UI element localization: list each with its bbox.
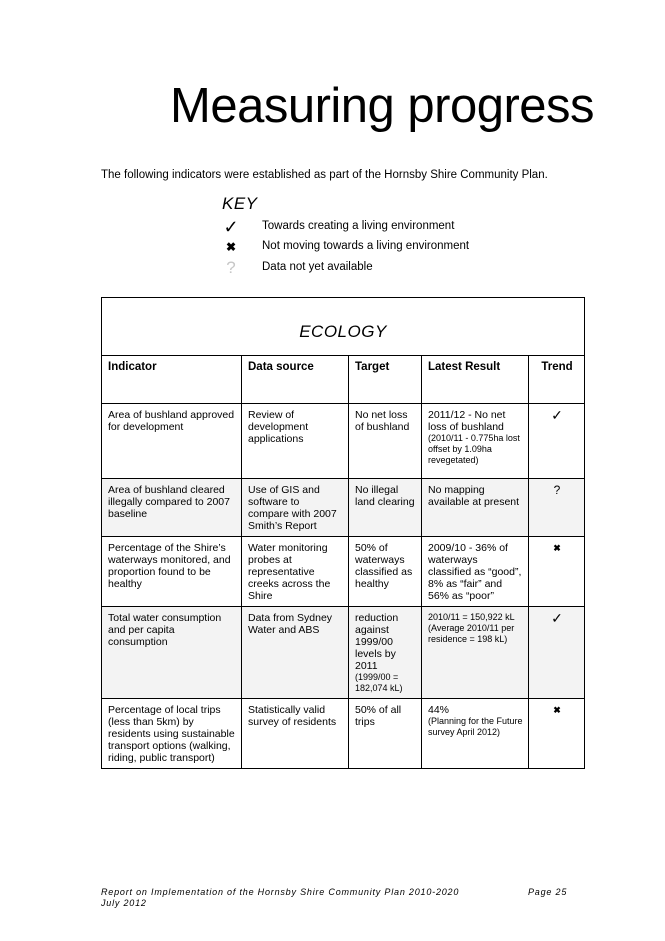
page-title: Measuring progress: [170, 79, 595, 133]
table-header-row: [102, 356, 585, 404]
cross-icon: ✖: [225, 240, 237, 254]
footer-report-title: Report on Implementation of the Hornsby Shire Community Plan 2010-2020: [101, 887, 460, 897]
check-icon: ✓: [223, 217, 239, 237]
cell-source: Statistically valid survey of residents: [242, 699, 349, 769]
cell-indicator: Percentage of the Shire’s waterways monitored, and proportion found to be healthy: [102, 537, 242, 607]
ecology-table: [101, 297, 585, 769]
key-title: KEY: [222, 194, 258, 213]
cell-trend: [529, 404, 585, 479]
cell-result: [422, 607, 529, 699]
cell-target: No illegal land clearing: [349, 479, 422, 537]
result-text: 2011/12 - No net loss of bushland: [428, 409, 506, 433]
result-note: (Planning for the Future survey April 2012): [428, 716, 523, 737]
page-number: Page 25: [528, 887, 568, 897]
cell-source: Data from Sydney Water and ABS: [242, 607, 349, 699]
intro-text: The following indicators were established as part of the Hornsby Shire Community Plan.: [101, 169, 548, 181]
cell-result: [422, 699, 529, 769]
cross-icon: ✖: [553, 543, 561, 553]
cell-source: Use of GIS and software to compare with 2007 Smith’s Report: [242, 479, 349, 537]
question-icon: ?: [553, 483, 561, 497]
cell-target: 50% of all trips: [349, 699, 422, 769]
header-indicator: Indicator: [102, 356, 242, 404]
table-row: [102, 479, 585, 537]
cell-indicator: Percentage of local trips (less than 5km) by residents using sustainable transport options (walking, riding, public transport): [102, 699, 242, 769]
cell-target: No net loss of bushland: [349, 404, 422, 479]
cell-target: 50% of waterways classified as healthy: [349, 537, 422, 607]
cell-trend: [529, 699, 585, 769]
table-row: [102, 699, 585, 769]
key-label: Towards creating a living environment: [262, 220, 455, 232]
target-text: reduction against 1999/00 levels by 2011: [355, 612, 399, 672]
cell-source: Review of development applications: [242, 404, 349, 479]
table-row: [102, 607, 585, 699]
cell-result: [422, 404, 529, 479]
result-note: 2010/11 = 150,922 kL (Average 2010/11 per residence = 198 kL): [428, 612, 515, 644]
cross-icon: ✖: [553, 705, 561, 715]
footer-date: July 2012: [101, 898, 147, 908]
header-target: Target: [349, 356, 422, 404]
table-row: [102, 537, 585, 607]
cell-result: 2009/10 - 36% of waterways classified as “good”, 8% as “fair” and 56% as “poor”: [422, 537, 529, 607]
header-latest-result: Latest Result: [422, 356, 529, 404]
key-label: Data not yet available: [262, 261, 373, 273]
check-icon: ✓: [551, 407, 563, 423]
cell-trend: [529, 537, 585, 607]
check-icon: ✓: [551, 610, 563, 626]
result-text: 44%: [428, 704, 450, 716]
footer: [101, 887, 459, 909]
cell-target: [349, 607, 422, 699]
cell-indicator: Total water consumption and per capita consumption: [102, 607, 242, 699]
cell-result: No mapping available at present: [422, 479, 529, 537]
target-note: (1999/00 = 182,074 kL): [355, 672, 403, 693]
cell-trend: [529, 479, 585, 537]
cell-source: Water monitoring probes at representative creeks across the Shire: [242, 537, 349, 607]
key-label: Not moving towards a living environment: [262, 240, 470, 252]
cell-indicator: Area of bushland cleared illegally compared to 2007 baseline: [102, 479, 242, 537]
cell-indicator: Area of bushland approved for development: [102, 404, 242, 479]
result-note: (2010/11 - 0.775ha lost offset by 1.09ha revegetated): [428, 433, 520, 465]
section-title: ECOLOGY: [102, 298, 585, 356]
header-data-source: Data source: [242, 356, 349, 404]
header-trend: Trend: [529, 356, 585, 404]
table-row: [102, 404, 585, 479]
cell-trend: [529, 607, 585, 699]
question-icon: ?: [226, 258, 236, 277]
